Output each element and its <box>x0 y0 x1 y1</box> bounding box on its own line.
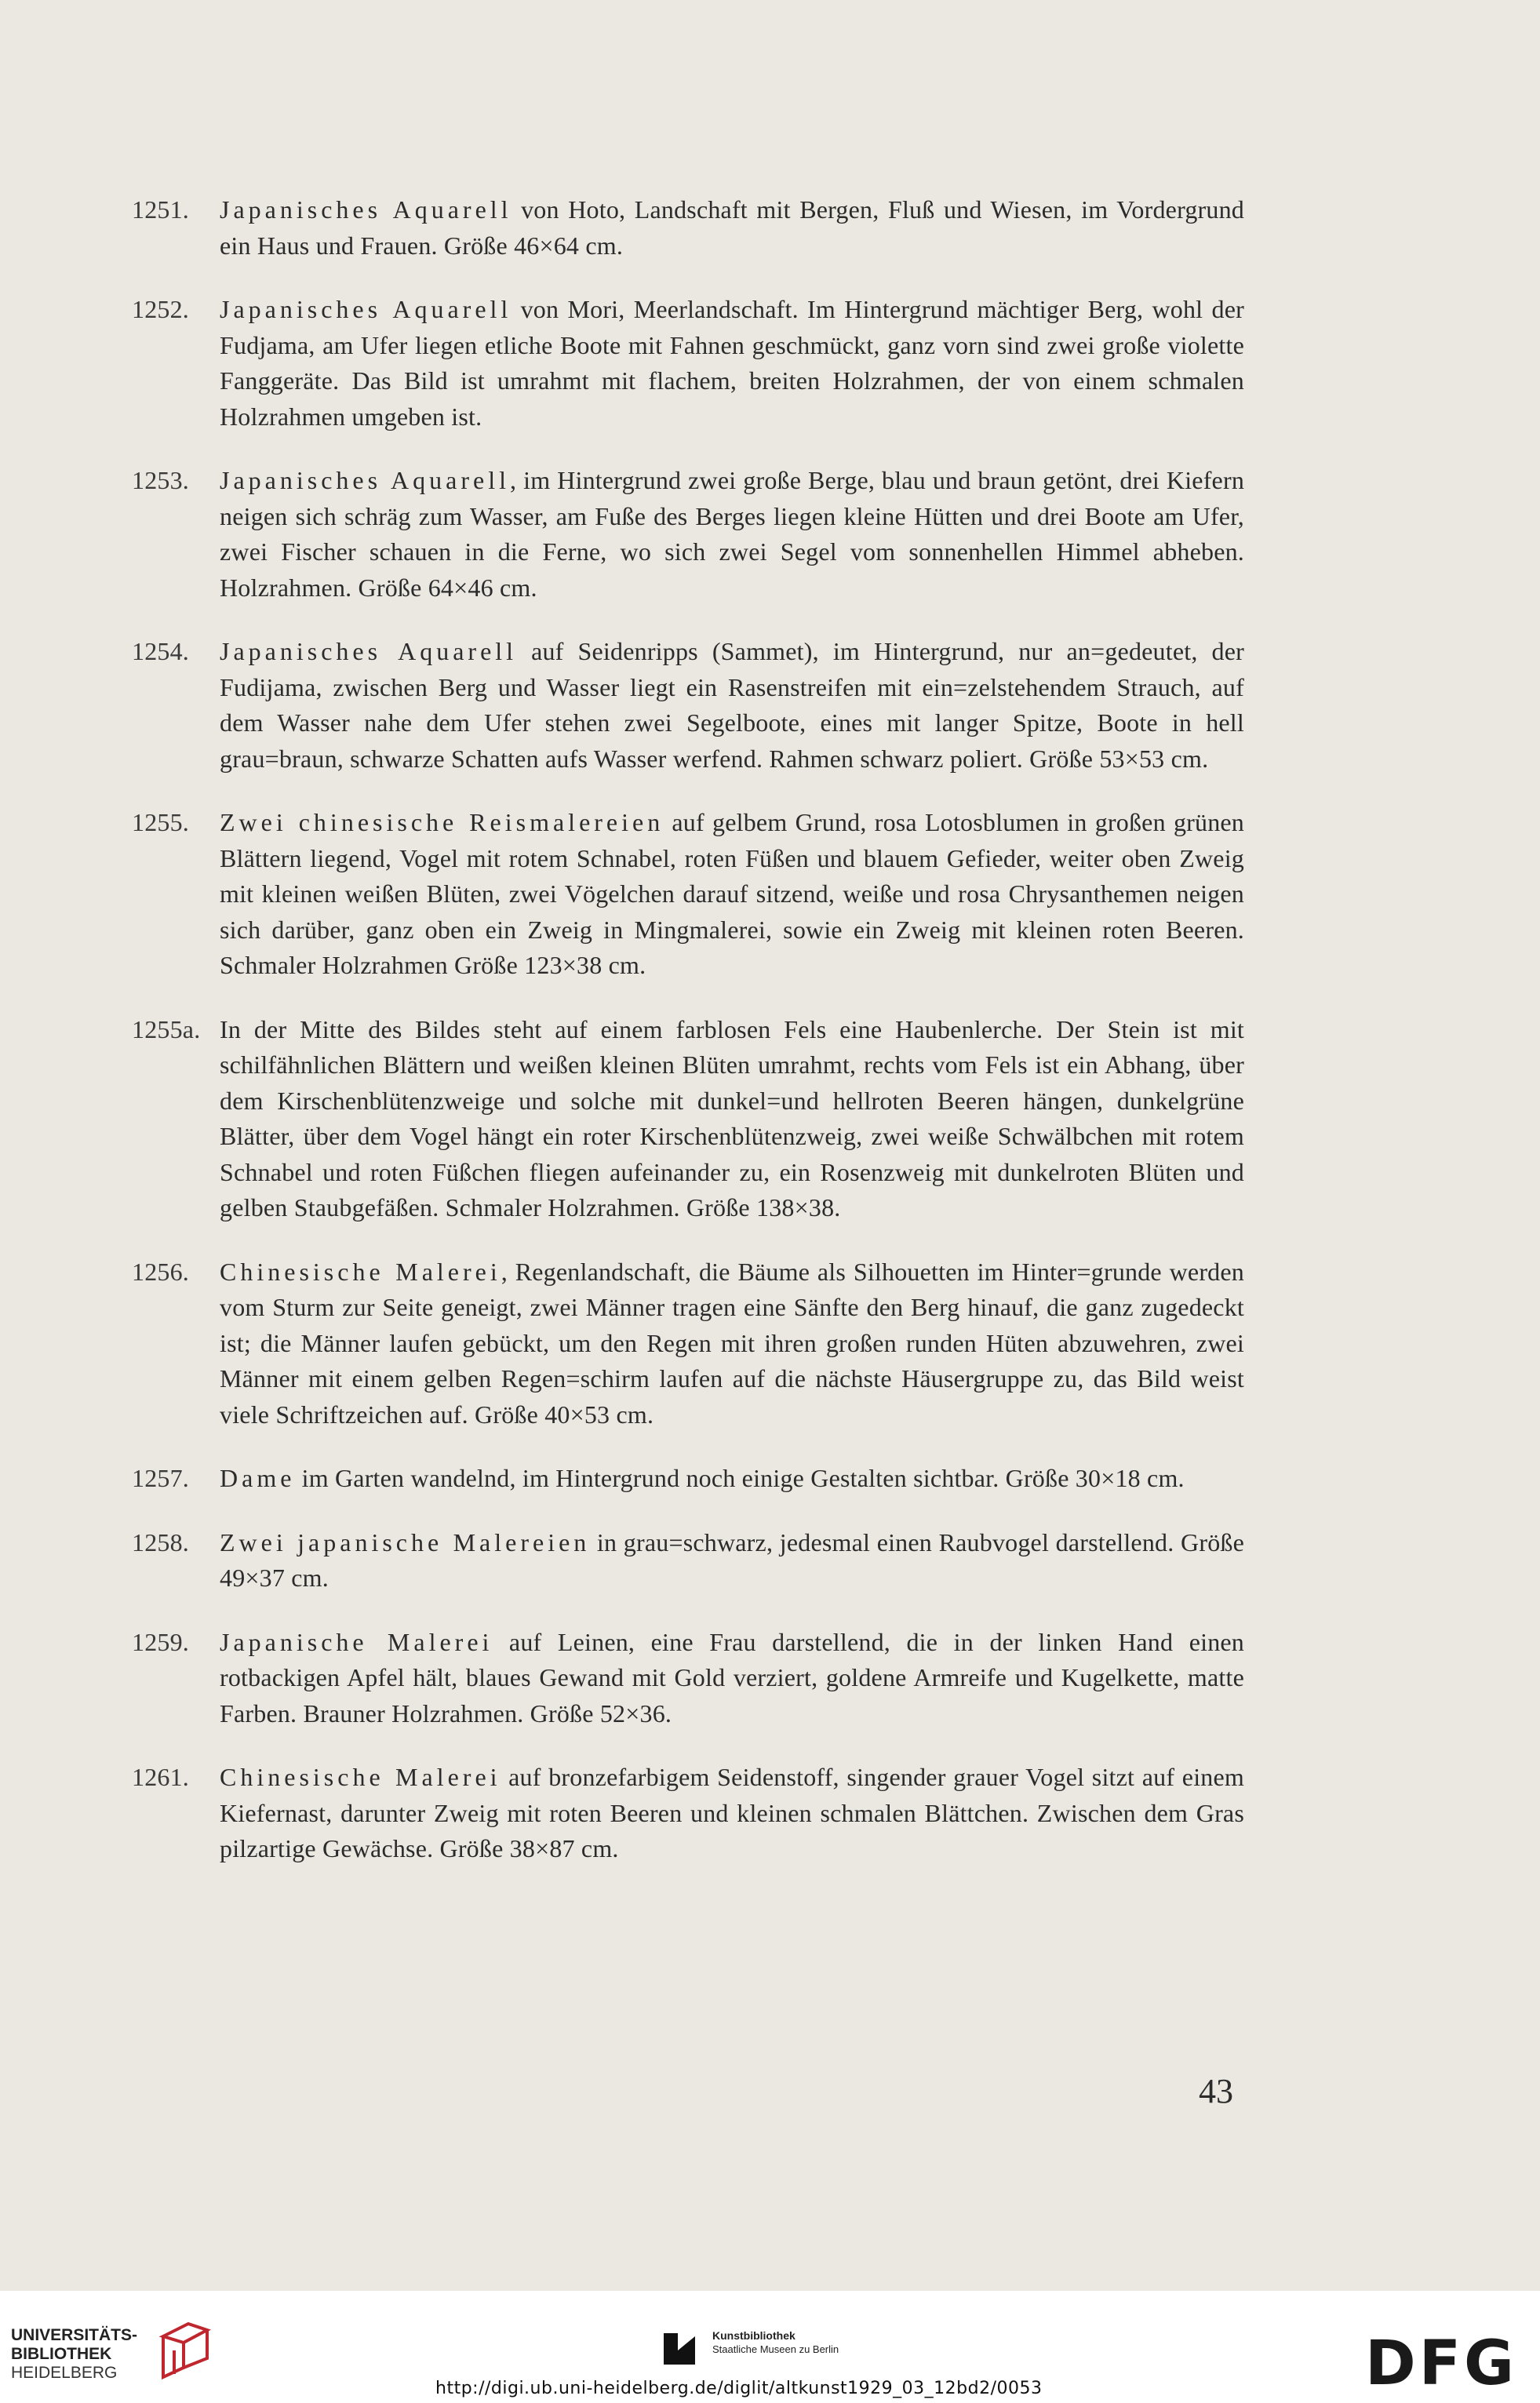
kb-subtitle: Staatliche Museen zu Berlin <box>712 2343 839 2355</box>
entry-number: 1255. <box>132 808 189 836</box>
entry-title: Japanisches Aquarell <box>220 466 510 494</box>
entry-text: auf Seidenripps (Sammet), im Hintergrund, nur an=gedeutet, der Fudijama, zwischen Berg und Wasser liegt ein Rasenstreifen mit ein=zelstehendem Strauch, auf dem Wasser nahe dem Ufer stehen zwei Segelboote, eines mit langer Spitze, Boote in hell grau=braun, schwarze Schatten aufs Wasser werfend. Rahmen schwarz poliert. Größe 53×53 cm. <box>220 637 1244 773</box>
entry-title: Chinesische Malerei <box>220 1257 501 1286</box>
catalog-entries <box>132 192 1244 1867</box>
catalog-entry <box>132 1254 1244 1433</box>
entry-text: in grau=schwarz, jedesmal einen Raubvogel darstellend. Größe 49×37 cm. <box>220 1527 1245 1592</box>
catalog-entry <box>132 634 1244 777</box>
entry-number: 1253. <box>132 466 189 494</box>
catalog-entry <box>132 1012 1244 1226</box>
entry-title: Japanisches Aquarell <box>220 295 512 323</box>
entry-number: 1258. <box>132 1527 189 1556</box>
entry-text: In der Mitte des Bildes steht auf einem farblosen Fels eine Haubenlerche. Der Stein ist mit schilfähnlichen Blättern und weißen kleinen Blüten umrahmt, rechts vom Fels ist ein Abhang, über dem Kirschenblütenzweige und solche mit dunkel=und hellroten Beeren hängen, dunkelgrüne Blätter, über dem Vogel hängt ein roter Kirschenblütenzweig, zwei weiße Schwälbchen mit rotem Schnabel und roten Füßchen fliegen aufeinander zu, ein Rosenzweig mit dunkelroten Blüten und gelben Staubgefäßen. Schmaler Holzrahmen. Größe 138×38. <box>220 1014 1244 1222</box>
entry-text: von Mori, Meerlandschaft. Im Hintergrund mächtiger Berg, wohl der Fudjama, am Ufer liegen etliche Boote mit Fahnen geschmückt, ganz vorn sind zwei große violette Fanggeräte. Das Bild ist umrahmt mit flachem, breiten Holzrahmen, der von einem schmalen Holzrahmen umgeben ist. <box>220 295 1245 431</box>
footer-bar <box>0 2291 1540 2403</box>
catalog-entry <box>132 1625 1244 1732</box>
entry-title: Dame <box>220 1464 296 1492</box>
entry-title: Chinesische Malerei <box>220 1763 501 1791</box>
catalog-entry <box>132 463 1244 606</box>
catalog-entry <box>132 805 1244 984</box>
entry-text: , Regenlandschaft, die Bäume als Silhouetten im Hinter=grunde werden vom Sturm zur Seite geneigt, zwei Männer tragen eine Sänfte den Berg hinauf, die ganz zugedeckt ist; die Männer laufen gebückt, um den Regen mit ihren großen runden Hüten abzuwehren, zwei Männer mit einem gelben Regen=schirm laufen auf die nächste Häusergruppe zu, das Bild weist viele Schriftzeichen auf. Größe 40×53 cm. <box>220 1257 1244 1429</box>
entry-title: Zwei japanische Malereien <box>220 1527 591 1556</box>
ub-heidelberg-wordmark[interactable] <box>11 2326 160 2383</box>
ub-heidelberg-logo-icon[interactable] <box>157 2319 213 2382</box>
entry-number: 1261. <box>132 1763 189 1791</box>
entry-text: von Hoto, Landschaft mit Bergen, Fluß und Wiesen, im Vordergrund ein Haus und Frauen. Größe 46×64 cm. <box>220 195 1245 260</box>
kunstbibliothek-label <box>712 2328 839 2357</box>
entry-text: , im Hintergrund zwei große Berge, blau und braun getönt, drei Kiefern neigen sich schräg zum Wasser, am Fuße des Berges liegen kleine Hütten und drei Boote am Ufer, zwei Fischer schauen in die Ferne, wo sich zwei Segel vom sonnenhellen Himmel abheben. Holzrahmen. Größe 64×46 cm. <box>220 466 1245 602</box>
entry-number: 1251. <box>132 195 189 224</box>
entry-number: 1254. <box>132 637 189 665</box>
ub-line-1: UNIVERSITÄTS- <box>11 2326 138 2344</box>
kb-title: Kunstbibliothek <box>712 2329 795 2342</box>
entry-title: Japanisches Aquarell <box>220 195 512 224</box>
catalog-entry <box>132 1461 1244 1497</box>
catalog-entry <box>132 1760 1244 1867</box>
catalog-entry <box>132 292 1244 435</box>
entry-number: 1252. <box>132 295 189 323</box>
entry-text: auf bronzefarbigem Seidenstoff, singender grauer Vogel sitzt auf einem Kiefernast, darunter Zweig mit roten Beeren und kleinen schmalen Blättchen. Zwischen dem Gras pilzartige Gewächse. Größe 38×87 cm. <box>220 1763 1244 1862</box>
entry-number: 1257. <box>132 1464 189 1492</box>
permalink-url[interactable]: http://digi.ub.uni-heidelberg.de/diglit/altkunst1929_03_12bd2/0053 <box>435 2379 1043 2398</box>
entry-number: 1256. <box>132 1257 189 1286</box>
ub-line-3: HEIDELBERG <box>11 2364 118 2382</box>
entry-title: Japanisches Aquarell <box>220 637 518 665</box>
page-number: 43 <box>1199 2072 1233 2110</box>
entry-text: auf gelbem Grund, rosa Lotosblumen in großen grünen Blättern liegend, Vogel mit rotem Schnabel, roten Füßen und blauem Gefieder, weiter oben Zweig mit kleinen weißen Blüten, zwei Vögelchen darauf sitzend, weiße und rosa Chrysanthemen neigen sich darüber, ganz oben ein Zweig in Mingmalerei, sowie ein Zweig mit kleinen roten Beeren. Schmaler Holzrahmen Größe 123×38 cm. <box>220 808 1245 979</box>
entry-number: 1255a. <box>132 1014 201 1043</box>
entry-title: Zwei chinesische Reismalereien <box>220 808 664 836</box>
catalog-entry <box>132 1525 1244 1597</box>
entry-text: im Garten wandelnd, im Hintergrund noch einige Gestalten sichtbar. Größe 30×18 cm. <box>295 1464 1185 1492</box>
dfg-logo[interactable]: DFG <box>1365 2328 1518 2399</box>
entry-text: auf Leinen, eine Frau darstellend, die in der linken Hand einen rotbackigen Apfel hält, blaues Gewand mit Gold verziert, goldene Armreife und Kugelkette, matte Farben. Brauner Holzrahmen. Größe 52×36. <box>220 1627 1245 1728</box>
entry-number: 1259. <box>132 1627 189 1656</box>
catalog-entry <box>132 192 1244 264</box>
ub-line-2: BIBLIOTHEK <box>11 2345 112 2363</box>
entry-title: Japanische Malerei <box>220 1627 493 1656</box>
kunstbibliothek-logo-icon[interactable] <box>657 2330 701 2374</box>
